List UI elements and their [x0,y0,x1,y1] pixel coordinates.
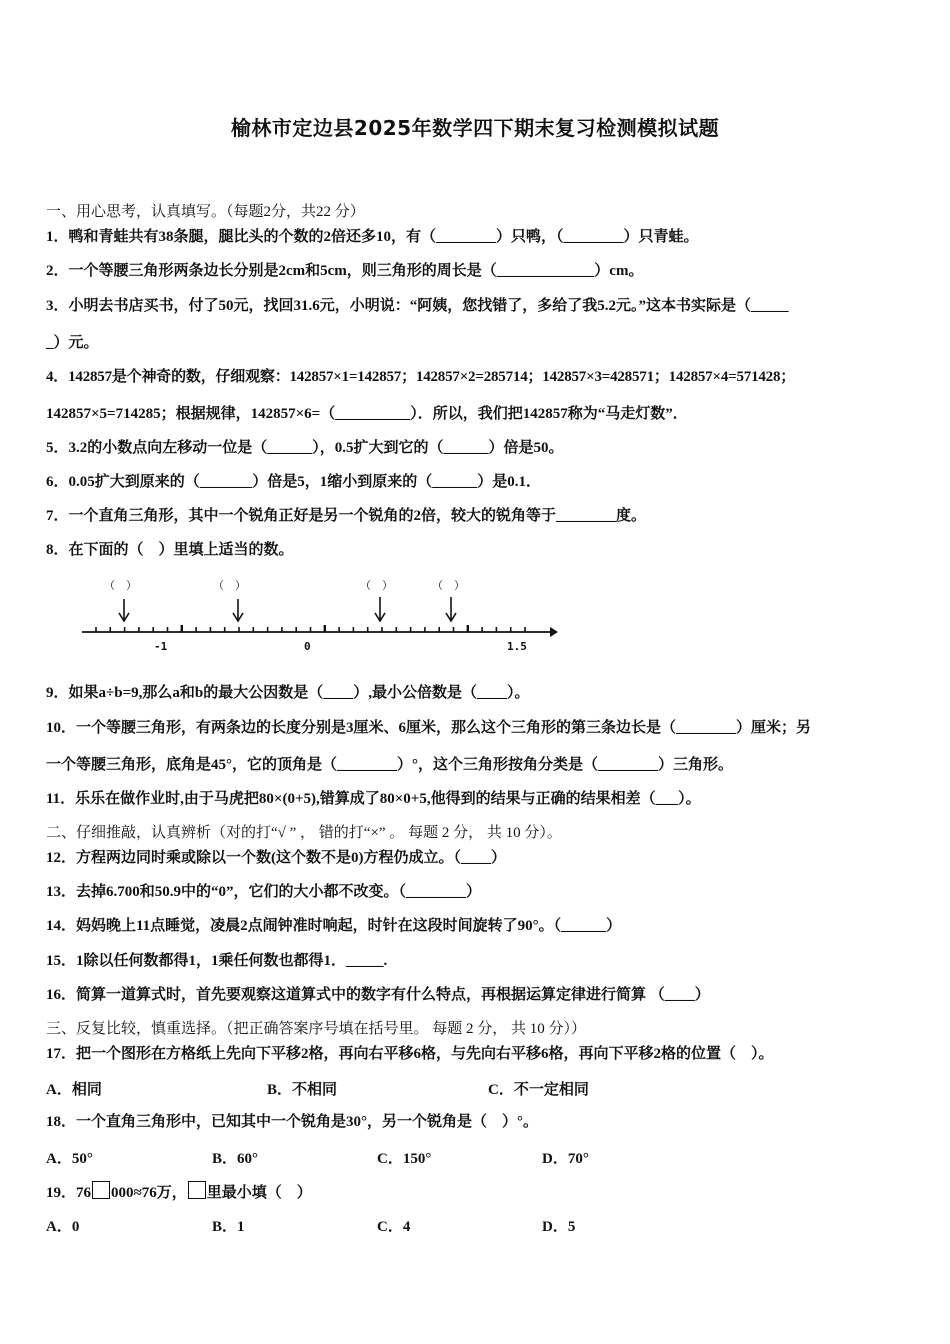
question-13: 13．去掉6.700和50.9中的“0”，它们的大小都不改变。（________） [46,884,482,900]
q17-option-a[interactable]: A．相同 [46,1082,102,1098]
q19-option-b[interactable]: B．1 [212,1219,245,1235]
question-12: 12．方程两边同时乘或除以一个数(这个数不是0)方程仍成立。（____） [46,850,506,866]
section-3-heading: 三、反复比较，慎重选择。（把正确答案序号填在括号里。 每题 2 分， 共 10 分）） [46,1021,587,1037]
question-7: 7．一个直角三角形，其中一个锐角正好是另一个锐角的2倍，较大的锐角等于________度。 [46,508,647,524]
section-1-heading: 一、用心思考，认真填写。（每题2分，共22 分） [46,204,365,220]
q19-option-c[interactable]: C．4 [377,1219,411,1235]
blank-label-2: （ ） [213,579,246,592]
q17-option-b[interactable]: B．不相同 [267,1082,338,1098]
number-line-figure [80,572,570,654]
question-16: 16．简算一道算式时，首先要观察这道算式中的数字有什么特点，再根据运算定律进行简算 （____） [46,987,710,1003]
question-10-line-2: 一个等腰三角形，底角是45°，它的顶角是（________）°，这个三角形按角分类是（________）三角形。 [46,757,734,773]
axis-arrowhead [550,627,558,637]
question-19 [46,1181,916,1203]
answer-box [92,1181,110,1199]
question-19-middle: 000≈76万， [111,1185,187,1201]
tick-label-1-5: 1.5 [507,640,527,653]
question-9: 9．如果a÷b=9,那么a和b的最大公因数是（____）,最小公倍数是（____）。 [46,685,530,701]
question-19-prefix: 19．76 [46,1185,92,1201]
question-11: 11．乐乐在做作业时,由于马虎把80×(0+5),错算成了80×0+5,他得到的结果与正确的结果相差（___）。 [46,791,701,807]
question-3-line-1: 3．小明去书店买书，付了50元，找回31.6元，小明说：“阿姨，您找错了，多给了我5.2元。”这本书实际是（_____ [46,298,789,314]
section-2-heading: 二、仔细推敲，认真辨析（对的打“√ ” ， 错的打“×” 。 每题 2 分， 共 10 分）。 [46,825,562,841]
q18-option-a[interactable]: A．50° [46,1151,93,1167]
question-18: 18．一个直角三角形中，已知其中一个锐角是30°，另一个锐角是（ ）°。 [46,1114,539,1130]
tick-label-0: 0 [304,640,311,653]
q18-option-b[interactable]: B．60° [212,1151,259,1167]
question-15: 15．1除以任何数都得1，1乘任何数也都得1．_____. [46,953,388,969]
page-title: 榆林市定边县2025年数学四下期末复习检测模拟试题 [230,116,720,140]
q19-option-d[interactable]: D．5 [542,1219,576,1235]
question-6: 6．0.05扩大到原来的（_______）倍是5，1缩小到原来的（______）是0.1． [46,474,542,490]
blank-label-1: （ ） [104,579,137,592]
question-3-line-2: _）元。 [46,335,99,351]
q19-option-a[interactable]: A．0 [46,1219,80,1235]
tick-label-minus-1: -1 [154,640,168,653]
question-14: 14．妈妈晚上11点睡觉，凌晨2点闹钟准时响起，时针在这段时间旋转了90°。（______） [46,918,622,934]
question-4-line-2: 142857×5=714285；根据规律，142857×6=（__________）．所以，我们把142857称为“马走灯数”． [46,406,688,422]
question-19-suffix: 里最小填（ ） [206,1185,312,1201]
question-8: 8．在下面的（ ）里填上适当的数。 [46,542,294,558]
q18-option-d[interactable]: D．70° [542,1151,589,1167]
question-1: 1．鸭和青蛙共有38条腿，腿比头的个数的2倍还多10，有（________）只鸭，（________）只青蛙。 [46,229,699,245]
blank-label-3: （ ） [360,579,393,592]
question-5: 5．3.2的小数点向左移动一位是（______），0.5扩大到它的（______）倍是50。 [46,440,564,456]
question-17: 17．把一个图形在方格纸上先向下平移2格，再向右平移6格，与先向右平移6格，再向下平移2格的位置（ ）。 [46,1046,774,1062]
blank-label-4: （ ） [432,579,465,592]
question-4-line-1: 4．142857是个神奇的数，仔细观察：142857×1=142857；142857×2=285714；142857×3=428571；142857×4=571428； [46,369,796,385]
q18-option-c[interactable]: C．150° [377,1151,432,1167]
question-10-line-1: 10．一个等腰三角形，有两条边的长度分别是3厘米、6厘米，那么这个三角形的第三条边长是（________）厘米；另 [46,720,812,736]
axis-ticks [96,625,525,632]
q17-option-c[interactable]: C．不一定相同 [488,1082,589,1098]
question-2: 2．一个等腰三角形两条边长分别是2cm和5cm，则三角形的周长是（_____________）cm。 [46,263,644,279]
answer-box-reference [188,1181,206,1199]
